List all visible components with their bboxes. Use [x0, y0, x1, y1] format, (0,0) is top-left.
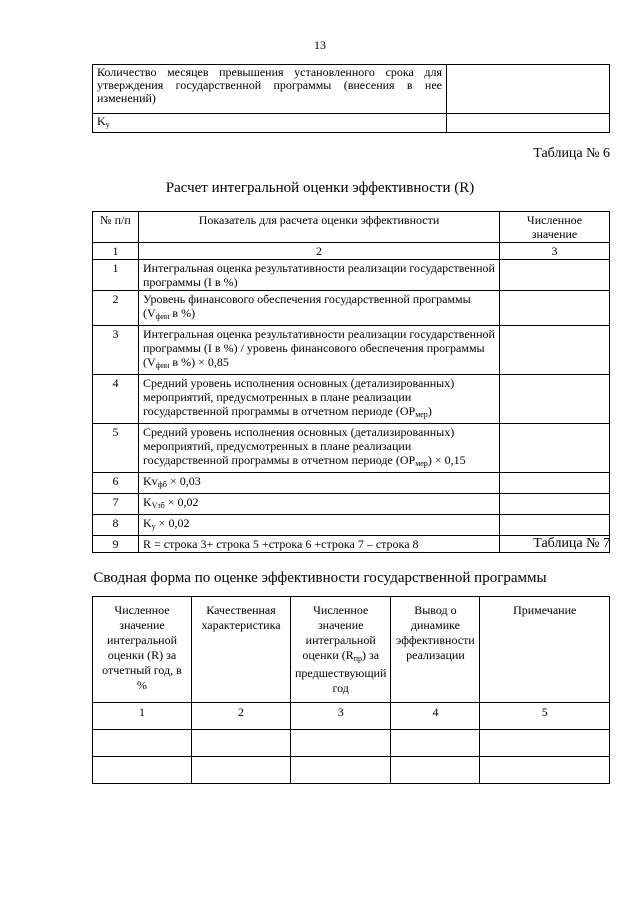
table-row — [93, 291, 610, 326]
table-cell: 2 — [192, 703, 291, 730]
table-cell — [192, 730, 291, 757]
table-cell: Количество месяцев превышения установленного срока для утверждения государственной программы (внесения в нее изменений) — [93, 65, 447, 114]
table-cell — [500, 291, 610, 326]
column-header: № п/п — [93, 212, 139, 243]
table-cell — [480, 757, 610, 784]
table-row — [93, 730, 610, 757]
table-cell: 3 — [291, 703, 391, 730]
table-cell: Интегральная оценка результативности реализации государственной программы (I в %) — [139, 260, 500, 291]
table-cell: 8 — [93, 515, 139, 536]
top-table — [92, 64, 610, 133]
column-header: Качественная характеристика — [192, 597, 291, 703]
table-cell — [291, 730, 391, 757]
column-header: Численное значение — [500, 212, 610, 243]
table-row — [93, 515, 610, 536]
table-cell: $K_у$ — [93, 114, 447, 133]
table-row — [93, 65, 610, 114]
table-row — [93, 703, 610, 730]
table-cell: 1 — [93, 243, 139, 260]
table-cell — [500, 515, 610, 536]
table-cell — [447, 65, 610, 114]
table-row — [93, 494, 610, 515]
table-cell — [192, 757, 291, 784]
table-cell: Уровень финансового обеспечения государственной программы ($V_{фин}$ в %) — [139, 291, 500, 326]
table-cell: 6 — [93, 473, 139, 494]
table-cell: Средний уровень исполнения основных (детализированных) мероприятий, предусмотренных в плане реализации государственной программы в отчетном периоде $(ОР_{мер}) \times 0,15$ — [139, 424, 500, 473]
table6-title: Расчет интегральной оценки эффективности (R) — [165, 180, 475, 196]
table-cell — [93, 757, 192, 784]
table7-title: Сводная форма по оценке эффективности государственной программы — [93, 570, 547, 586]
column-header: Численное значение интегральной оценки (R) за отчетный год, в % — [93, 597, 192, 703]
table-cell — [500, 494, 610, 515]
table-row — [93, 114, 610, 133]
table-cell: 9 — [93, 536, 139, 553]
table-cell: 3 — [500, 243, 610, 260]
table-cell — [391, 730, 480, 757]
table-cell: 4 — [391, 703, 480, 730]
table-cell — [291, 757, 391, 784]
table-row — [93, 260, 610, 291]
table-cell: Средний уровень исполнения основных (детализированных) мероприятий, предусмотренных в плане реализации государственной программы в отчетном периоде $(ОР_{мер})$ — [139, 375, 500, 424]
table-cell — [93, 730, 192, 757]
table-row — [93, 536, 610, 553]
table7-caption: Таблица № 7 — [533, 536, 610, 551]
page-number: 13 — [314, 38, 326, 52]
table-cell: $Kv_{фб} \times 0,03$ — [139, 473, 500, 494]
column-header: Примечание — [480, 597, 610, 703]
table-cell: 3 — [93, 326, 139, 375]
table-cell: $K_у \times 0,02$ — [139, 515, 500, 536]
table-cell: R = строка 3+ строка 5 +строка 6 +строка 7 – строка 8 — [139, 536, 500, 553]
column-header: Вывод о динамике эффективности реализации — [391, 597, 480, 703]
table7 — [92, 596, 610, 784]
table-header-row — [93, 212, 610, 243]
table-cell: 2 — [93, 291, 139, 326]
table-cell — [480, 730, 610, 757]
table-cell: 1 — [93, 703, 192, 730]
table-cell: 1 — [93, 260, 139, 291]
table-cell: 7 — [93, 494, 139, 515]
table-cell: 2 — [139, 243, 500, 260]
table-cell — [447, 114, 610, 133]
table-cell: $K_{Vзб} \times 0,02$ — [139, 494, 500, 515]
table-row — [93, 375, 610, 424]
table-cell: Интегральная оценка результативности реализации государственной программы (I в %) / уровень финансового обеспечения программы ($V_{фин}$ в %) × 0,85 — [139, 326, 500, 375]
table6 — [92, 211, 610, 553]
table-cell — [500, 375, 610, 424]
column-header: Численное значение интегральной оценки $(R_{пр})$ за предшествующий год — [291, 597, 391, 703]
table-cell — [500, 260, 610, 291]
table-cell: 5 — [480, 703, 610, 730]
table-row — [93, 326, 610, 375]
table-cell: 4 — [93, 375, 139, 424]
table-row — [93, 424, 610, 473]
table-cell — [391, 757, 480, 784]
table-header-row — [93, 597, 610, 703]
table-cell: 5 — [93, 424, 139, 473]
table-cell — [500, 424, 610, 473]
table-row — [93, 243, 610, 260]
table-cell — [500, 326, 610, 375]
column-header: Показатель для расчета оценки эффективности — [139, 212, 500, 243]
table-cell — [500, 473, 610, 494]
table-row — [93, 473, 610, 494]
table-row — [93, 757, 610, 784]
table6-caption: Таблица № 6 — [533, 146, 610, 161]
